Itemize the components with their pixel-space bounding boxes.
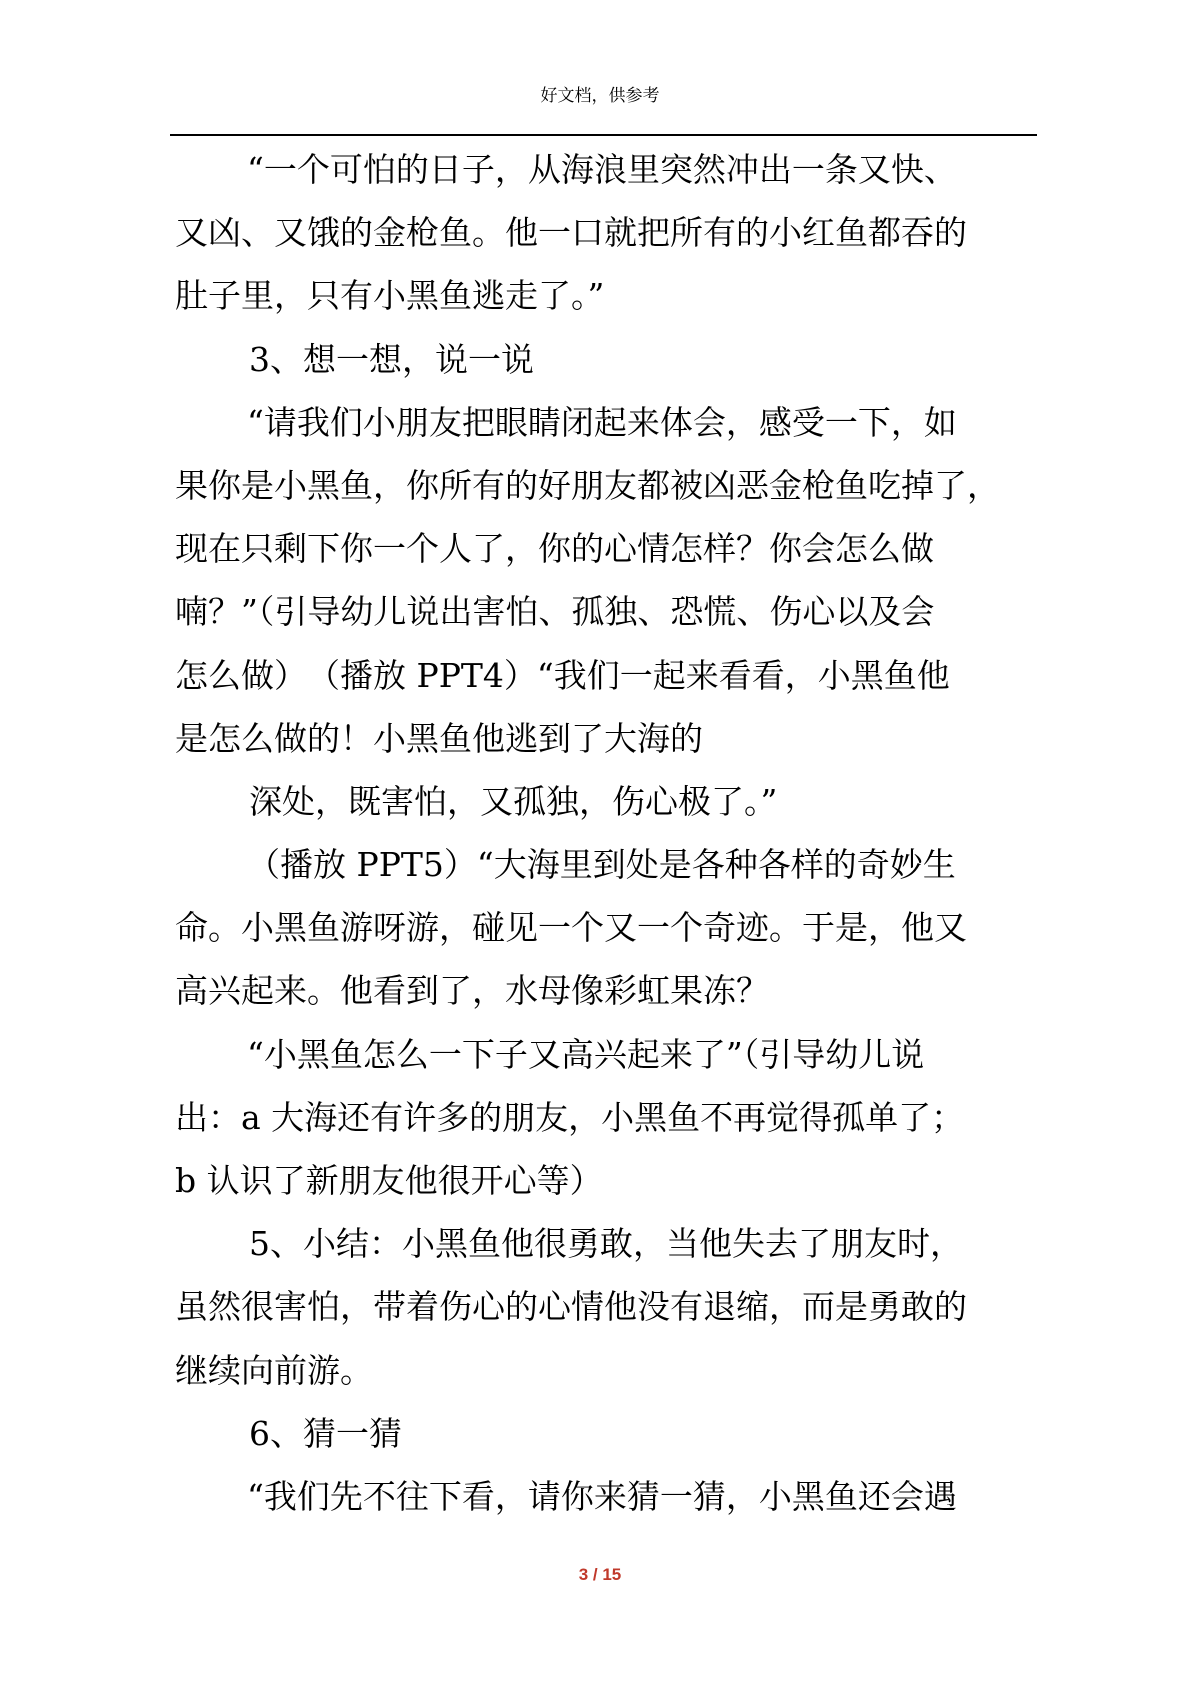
text-line: 高兴起来。他看到了，水母像彩虹果冻？ <box>175 971 769 1011</box>
text-line: “一个可怕的日子，从海浪里突然冲出一条又快、 <box>247 150 957 189</box>
text-line: 出：a 大海还有许多的朋友，小黑鱼不再觉得孤单了； <box>175 1097 965 1137</box>
section-heading: 5、小结：小黑鱼他很勇敢，当他失去了朋友时， <box>249 1224 963 1264</box>
text-line: 现在只剩下你一个人了，你的心情怎样？你会怎么做 <box>175 529 934 569</box>
header-divider <box>170 134 1037 136</box>
text-line: “小黑鱼怎么一下子又高兴起来了”（引导幼儿说 <box>247 1034 925 1074</box>
text-line: “我们先不往下看，请你来猜一猜，小黑鱼还会遇 <box>247 1476 957 1516</box>
text-line: b 认识了新朋友他很开心等） <box>175 1161 603 1200</box>
text-line: （播放 PPT5）“大海里到处是各种各样的奇妙生 <box>247 845 956 885</box>
text-line: “请我们小朋友把眼睛闭起来体会，感受一下，如 <box>247 402 957 442</box>
document-body <box>175 138 1055 1528</box>
text-line: 喃？”（引导幼儿说出害怕、孤独、恐慌、伤心以及会 <box>175 592 935 632</box>
text-line: 继续向前游。 <box>175 1350 373 1390</box>
text-line: 怎么做） （播放 PPT4）“我们一起来看看，小黑鱼他 <box>175 655 950 695</box>
text-line: 虽然很害怕，带着伤心的心情他没有退缩，而是勇敢的 <box>175 1287 967 1327</box>
text-line: 深处，既害怕，又孤独，伤心极了。” <box>249 781 778 821</box>
page-number: 3 / 15 <box>578 1565 622 1584</box>
section-heading: 6、猜一猜 <box>249 1413 402 1453</box>
page-header: 好文档，供参考 <box>540 86 660 106</box>
text-line: 又凶、又饿的金枪鱼。他一口就把所有的小红鱼都吞的 <box>175 213 967 253</box>
section-heading: 3、想一想，说一说 <box>249 339 534 379</box>
text-line: 肚子里，只有小黑鱼逃走了。” <box>175 276 605 316</box>
text-line: 命。小黑鱼游呀游，碰见一个又一个奇迹。于是，他又 <box>175 908 967 948</box>
text-line: 是怎么做的！小黑鱼他逃到了大海的 <box>175 718 703 758</box>
text-line: 果你是小黑鱼，你所有的好朋友都被凶恶金枪鱼吃掉了， <box>175 465 1000 505</box>
